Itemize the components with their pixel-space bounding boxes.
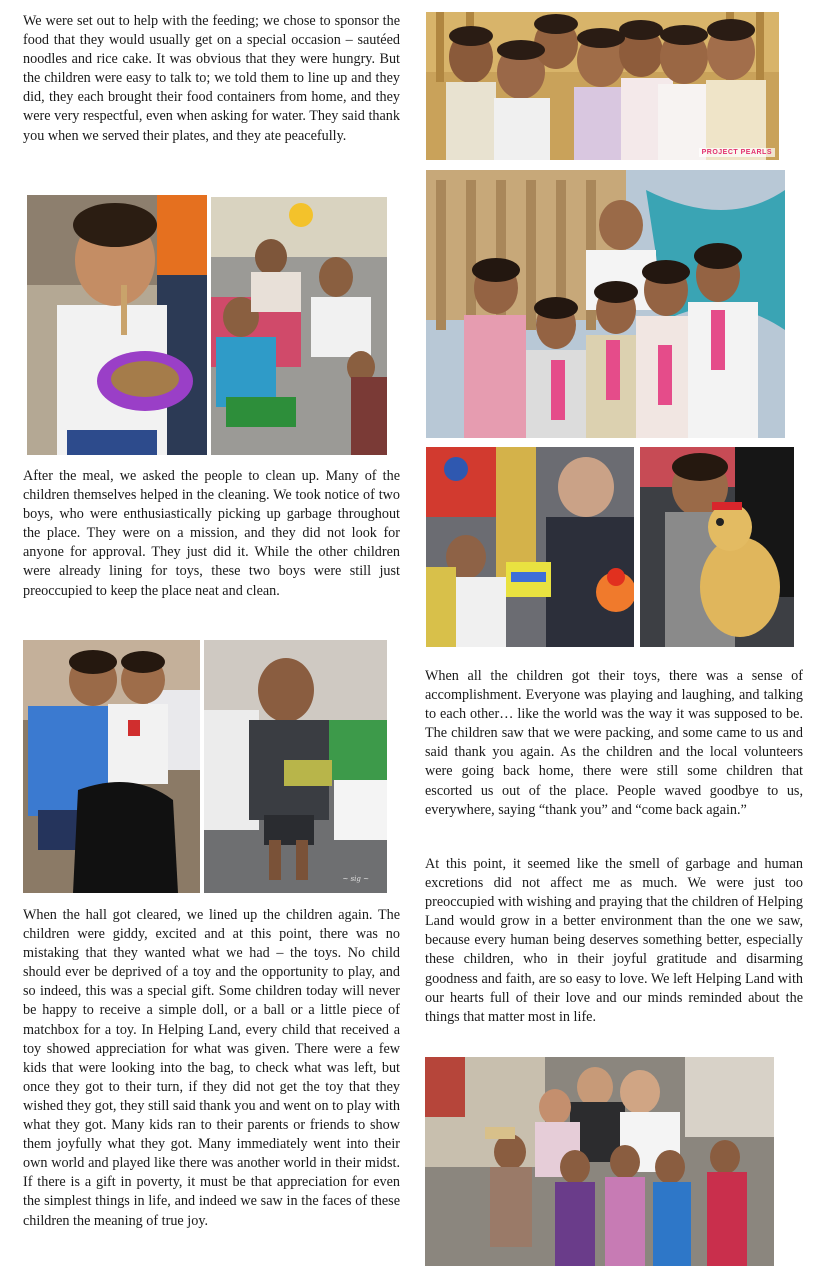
- photo-children-group-smiling: [426, 12, 779, 160]
- paragraph-cleanup: After the meal, we asked the people to clean up. Many of the children themselves helped in the cleaning. We took notice of two boys, who were enthusiastically picking up garbage throughout the place. They were on a mission, and they did not look for anyone for approval. They just did it. While the other children were already lining for toys, these two boys were still just preoccupied to keep the place neat and clean.: [23, 468, 400, 599]
- photo-watermark: PROJECT PEARLS: [699, 148, 775, 157]
- photo-boys-cleaning-up: [23, 640, 200, 893]
- paragraph-feeding: We were set out to help with the feeding; we chose to sponsor the food that they would usually get on a special occasion – sautéed noodles and rice cake. It was obvious that they were hungry. But the children were easy to talk to; we told them to line up and they did, they each brought their food containers from home, and they were very respectful, even when asking for water. They said thank you when we served their plates, and they ate peacefully.: [23, 13, 400, 144]
- photo-signature: ~ sig ~: [342, 875, 369, 883]
- photo-child-with-giraffe-toy: [640, 447, 794, 647]
- photo-volunteer-giving-toys: [426, 447, 634, 647]
- paragraph-reflection: At this point, it seemed like the smell of garbage and human excretions did not affect me as much. We were just too preoccupied with wishing and praying that the children of Helping Land would grow in a better environment than the one we saw, because every human being deserves something better, especially these children, who in their joyful gratitude and disarming goodness and faith, are so easy to love. We left Helping Land with our hearts full of their love and our minds reminded about the things that matter most in life.: [425, 856, 803, 1025]
- photo-children-eating-line: [211, 197, 387, 455]
- paragraph-accomplishment: When all the children got their toys, there was a sense of accomplishment. Everyone was playing and laughing, and talking to each other… like the world was the way it was supposed to be. The children saw that we were packing, and some came to us and said thank you again. As the children and the local volunteers were going back home, there were still some children that escorted us out of the place. People waved goodbye to us, everywhere, saying “thank you” and “come back again.”: [425, 668, 803, 818]
- photo-volunteers-with-children: [425, 1057, 774, 1266]
- photo-boy-holding-container: [204, 640, 387, 893]
- paragraph-toys: When the hall got cleared, we lined up the children again. The children were giddy, excited and at this point, there was no mistaking that they wanted what we had – the toys. No child should ever be deprived of a toy and the opportunity to play, and so indeed, this was a special gift. Some children today will never be happy to receive a simple doll, or a ball or a little piece of matchbox for a toy. In Helping Land, every child that received a toy showed appreciation for what was given. There were a few kids that were looking into the bag, to check what was left, but once they got to their turn, if they did not get the toy that they wished they got, they still said thank you and went on to play with what they got. Many kids ran to their parents or friends to show them joyfully what they got. Many immediately went into their own world and played like there was another world in their midst. If there is a gift in poverty, it must be that appreciation for even the simplest things in life, and indeed we saw in the faces of these children the meaning of true joy.: [23, 907, 400, 1229]
- photo-children-holding-dolls: [426, 170, 785, 438]
- photo-child-eating-noodles: [27, 195, 207, 455]
